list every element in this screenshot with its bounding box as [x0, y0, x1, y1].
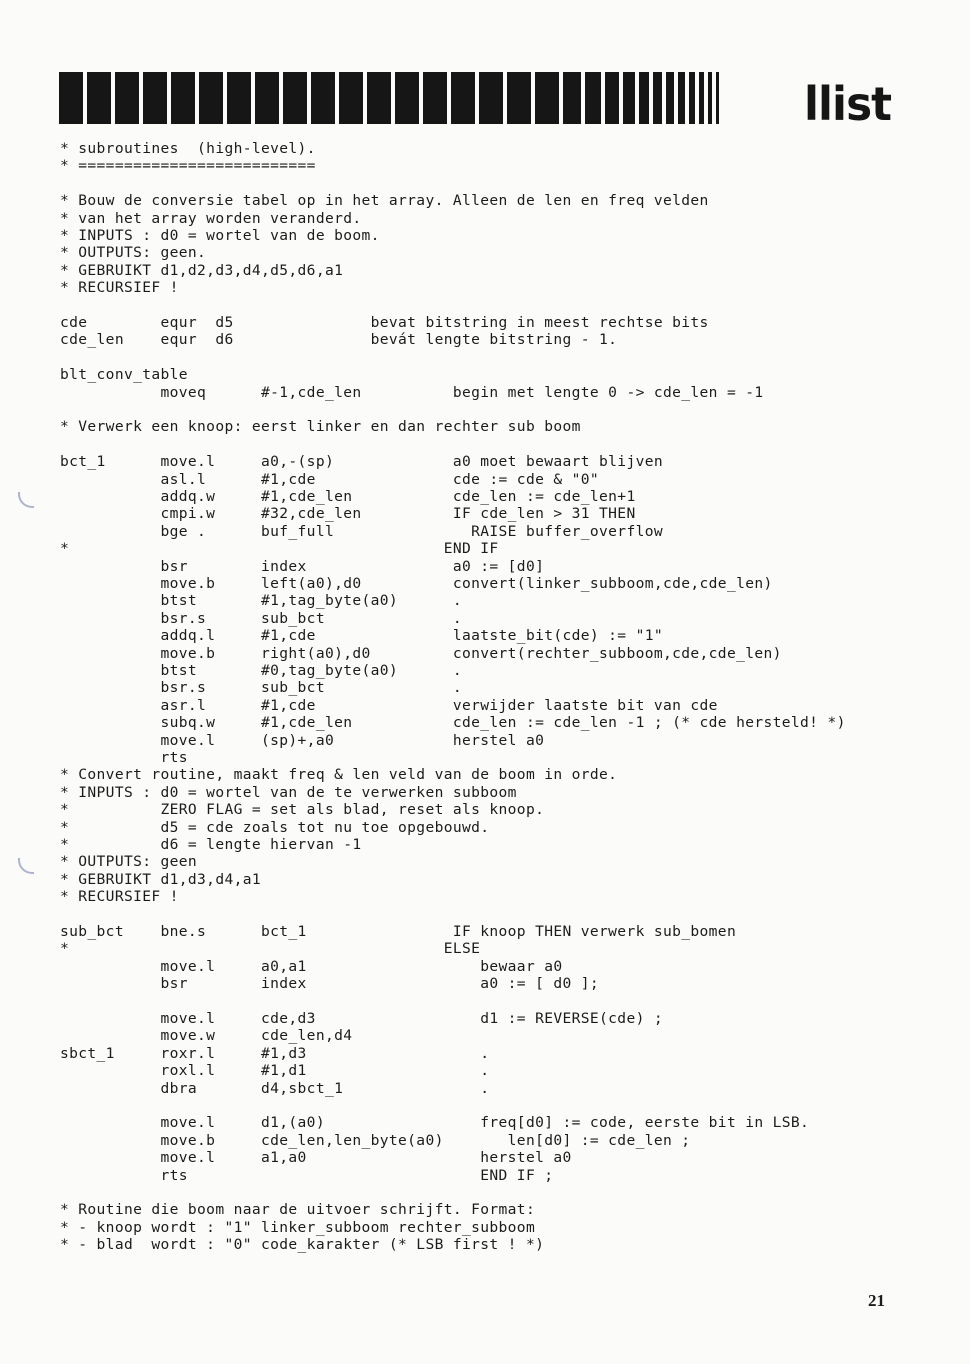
- code-line: * van het array worden veranderd.: [60, 209, 362, 227]
- code-line: bsr.s sub_bct .: [60, 679, 462, 697]
- code-line: asl.l #1,cde cde := cde & "0": [60, 470, 600, 488]
- code-line: * ==========================: [60, 157, 316, 175]
- header-stripe-block: [639, 72, 649, 124]
- code-line: * OUTPUTS: geen: [60, 853, 198, 871]
- header-stripe-block: [451, 72, 475, 124]
- header-stripe-block: [585, 72, 601, 124]
- code-line: * d5 = cde zoals tot nu toe opgebouwd.: [60, 818, 490, 836]
- header-stripe-block: [143, 72, 167, 124]
- header-stripe-block: [479, 72, 503, 124]
- header-stripe-block: [666, 72, 674, 124]
- code-line: subq.w #1,cde_len cde_len := cde_len -1 ; (* cde hersteld! *): [60, 714, 846, 732]
- code-line: btst #1,tag_byte(a0) .: [60, 592, 462, 610]
- binder-hole-mark: [18, 858, 34, 874]
- header-stripe-block: [605, 72, 619, 124]
- header-stripe-block: [716, 72, 719, 124]
- code-line: * Verwerk een knoop: eerst linker en dan rechter sub boom: [60, 418, 581, 436]
- header-stripe-block: [339, 72, 363, 124]
- code-line: move.l a1,a0 herstel a0: [60, 1149, 572, 1167]
- code-line: bct_1 move.l a0,-(sp) a0 moet bewaart blijven: [60, 453, 663, 471]
- code-line: move.b cde_len,len_byte(a0) len[d0] := cde_len ;: [60, 1131, 691, 1149]
- magazine-logo: llist: [804, 77, 892, 131]
- code-line: rts: [60, 749, 188, 766]
- code-line: * ZERO FLAG = set als blad, reset als knoop.: [60, 801, 545, 819]
- header-stripe-block: [653, 72, 662, 124]
- header-stripe-block: [283, 72, 307, 124]
- code-line: roxl.l #1,d1 .: [60, 1062, 490, 1080]
- code-line: bsr.s sub_bct .: [60, 609, 462, 627]
- header-stripe-block: [367, 72, 391, 124]
- code-line: move.b left(a0),d0 convert(linker_subboom,cde,cde_len): [60, 575, 773, 592]
- header-stripe-block: [678, 72, 685, 124]
- header-stripe-block: [395, 72, 419, 124]
- header-stripe-block: [87, 72, 111, 124]
- header-stripe-block: [699, 72, 704, 124]
- header-stripe-block: [689, 72, 695, 124]
- code-line: sbct_1 roxr.l #1,d3 .: [60, 1044, 490, 1062]
- header-stripe-block: [507, 72, 531, 124]
- page-number: 21: [868, 1291, 885, 1310]
- code-line: * RECURSIEF !: [60, 888, 179, 906]
- code-line: * END IF: [60, 540, 499, 558]
- code-line: cmpi.w #32,cde_len IF cde_len > 31 THEN: [60, 505, 636, 523]
- header-stripe-block: [255, 72, 279, 124]
- code-line: * ELSE: [60, 940, 481, 958]
- header-stripe-block: [59, 72, 83, 124]
- code-line: btst #0,tag_byte(a0) .: [60, 662, 462, 679]
- code-line: asr.l #1,cde verwijder laatste bit van cde: [60, 696, 718, 714]
- code-line: move.l d1,(a0) freq[d0] := code, eerste bit in LSB.: [60, 1114, 810, 1132]
- code-line: * - blad wordt : "0" code_karakter (* LSB first ! *): [60, 1236, 545, 1254]
- code-line: cde equr d5 bevat bitstring in meest rechtse bits: [60, 314, 709, 331]
- code-line: * GEBRUIKT d1,d3,d4,a1: [60, 870, 261, 888]
- code-line: move.w cde_len,d4: [60, 1027, 353, 1045]
- code-line: move.l cde,d3 d1 := REVERSE(cde) ;: [60, 1010, 663, 1027]
- code-line: * RECURSIEF !: [60, 279, 179, 297]
- code-line: rts END IF ;: [60, 1166, 554, 1184]
- header-stripe-block: [535, 72, 559, 124]
- code-line: * Routine die boom naar de uitvoer schrijft. Format:: [60, 1201, 536, 1219]
- header-stripe-block: [563, 72, 581, 124]
- header-stripe-block: [115, 72, 139, 124]
- code-line: addq.w #1,cde_len cde_len := cde_len+1: [60, 488, 636, 505]
- binder-hole-mark: [18, 492, 34, 508]
- header-bar-stripes: [59, 72, 661, 124]
- code-line: bge . buf_full RAISE buffer_overflow: [60, 522, 663, 540]
- code-line: sub_bct bne.s bct_1 IF knoop THEN verwerk sub_bomen: [60, 923, 737, 940]
- code-line: blt_conv_table: [60, 366, 188, 384]
- code-line: dbra d4,sbct_1 .: [60, 1079, 490, 1097]
- code-line: * - knoop wordt : "1" linker_subboom rechter_subboom: [60, 1218, 536, 1236]
- header-stripe-block: [311, 72, 335, 124]
- code-line: move.b right(a0),d0 convert(rechter_subboom,cde,cde_len): [60, 644, 782, 662]
- header-stripe-block: [623, 72, 635, 124]
- code-line: * GEBRUIKT d1,d2,d3,d4,d5,d6,a1: [60, 261, 344, 279]
- header-stripe-block: [423, 72, 447, 124]
- code-line: * OUTPUTS: geen.: [60, 244, 207, 262]
- code-line: * INPUTS : d0 = wortel van de boom.: [60, 227, 380, 244]
- code-line: move.l (sp)+,a0 herstel a0: [60, 731, 545, 749]
- code-line: addq.l #1,cde laatste_bit(cde) := "1": [60, 627, 663, 645]
- code-line: bsr index a0 := [d0]: [60, 557, 545, 575]
- code-line: moveq #-1,cde_len begin met lengte 0 -> cde_len = -1: [60, 383, 764, 401]
- header-stripe-block: [199, 72, 223, 124]
- code-line: * Convert routine, maakt freq & len veld van de boom in orde.: [60, 766, 618, 784]
- code-line: bsr index a0 := [ d0 ];: [60, 975, 600, 993]
- code-line: * Bouw de conversie tabel op in het array. Alleen de len en freq velden: [60, 192, 709, 210]
- code-line: * subroutines (high-level).: [60, 140, 316, 157]
- code-line: * INPUTS : d0 = wortel van de te verwerken subboom: [60, 783, 517, 801]
- code-line: move.l a0,a1 bewaar a0: [60, 957, 563, 975]
- header-stripe-block: [227, 72, 251, 124]
- code-line: * d6 = lengte hiervan -1: [60, 836, 362, 853]
- header-stripe-block: [708, 72, 712, 124]
- header-stripe-block: [171, 72, 195, 124]
- code-line: cde_len equr d6 bevát lengte bitstring - 1.: [60, 331, 618, 349]
